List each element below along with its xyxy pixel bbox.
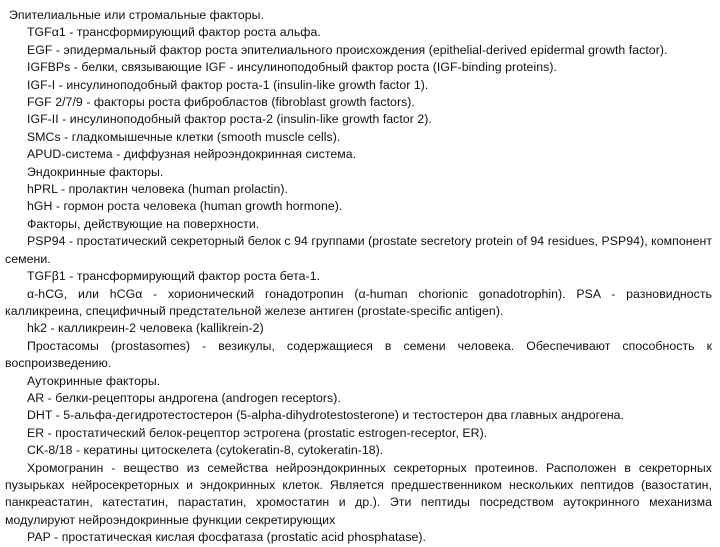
- entry-ck-8-18: CK-8/18 - кератины цитоскелета (cytokeratin-8, cytokeratin-18).: [27, 443, 384, 458]
- entry-hcg-psa: α-hCG, или hCGα - хорионический гонадотропин (α-human chorionic gonadotrophin). PSA - разновидность калликреина, специфичный предстательной железе антиген (prostate-specific antigen).: [5, 286, 712, 318]
- entry-er: ER - простатический белок-рецептор эстрогена (prostatic estrogen-receptor, ER).: [27, 425, 488, 440]
- entry-dht: DHT - 5-альфа-дегидротестостерон (5-alpha-dihydrotestosterone) и тестостерон два главных андрогена.: [27, 408, 625, 423]
- entry-hk2: hk2 - калликреин-2 человека (kallikrein-2): [27, 321, 264, 336]
- entry-psp94: PSP94 - простатический секреторный белок с 94 группами (prostate secretory protein of 94 residues, PSP94), компонент семени.: [5, 234, 712, 266]
- entry-hgh: hGH - гормон роста человека (human growth hormone).: [27, 199, 343, 214]
- heading-epithelial-stromal-factors: Эпителиальные или стромальные факторы.: [9, 8, 264, 22]
- entry-egf: EGF - эпидермальный фактор роста эпителиального происхождения (epithelial-derived epidermal growth factor).: [27, 42, 668, 57]
- entry-igfbps: IGFBPs - белки, связывающие IGF - инсулиноподобный фактор роста (IGF-binding proteins).: [27, 60, 557, 75]
- entry-hprl: hPRL - пролактин человека (human prolactin).: [27, 182, 288, 197]
- entry-pap: PAP - простатическая кислая фосфатаза (prostatic acid phosphatase).: [27, 530, 427, 545]
- entry-chromogranin: Хромогранин - вещество из семейства нейроэндокринных секреторных протеинов. Расположен в секреторных пузырьках нейросекреторных и эндокринных клеток. Является предшественником нескольких пептидов (вазостатин, панкреастатин, катестатин, парастатин, хромостатин и др.). Эти пептиды посредством аутокринного механизма модулируют нейроэндокринные функции секретирующих: [5, 460, 712, 527]
- entry-tgf-beta1: TGFβ1 - трансформирующий фактор роста бета-1.: [27, 269, 321, 284]
- entry-fgf: FGF 2/7/9 - факторы роста фибробластов (fibroblast growth factors).: [27, 95, 415, 110]
- entry-igf-ii: IGF-II - инсулиноподобный фактор роста-2 (insulin-like growth factor 2).: [27, 112, 432, 127]
- heading-autocrine-factors: Аутокринные факторы.: [27, 373, 161, 388]
- entry-prostasomes: Простасомы (prostasomes) - везикулы, содержащиеся в семени человека. Обеспечивают способность к воспроизведению.: [5, 338, 712, 371]
- entry-apud-system: APUD-система - диффузная нейроэндокринная система.: [27, 147, 357, 162]
- heading-endocrine-factors: Эндокринные факторы.: [27, 164, 164, 179]
- entry-igf-i: IGF-I - инсулиноподобный фактор роста-1 (insulin-like growth factor 1).: [27, 77, 429, 92]
- heading-surface-factors: Факторы, действующие на поверхности.: [27, 216, 260, 231]
- entry-tgf-alpha1: TGFα1 - трансформирующий фактор роста альфа.: [27, 25, 321, 40]
- entry-smcs: SMCs - гладкомышечные клетки (smooth muscle cells).: [27, 129, 341, 144]
- entry-ar: AR - белки-рецепторы андрогена (androgen receptors).: [27, 390, 341, 405]
